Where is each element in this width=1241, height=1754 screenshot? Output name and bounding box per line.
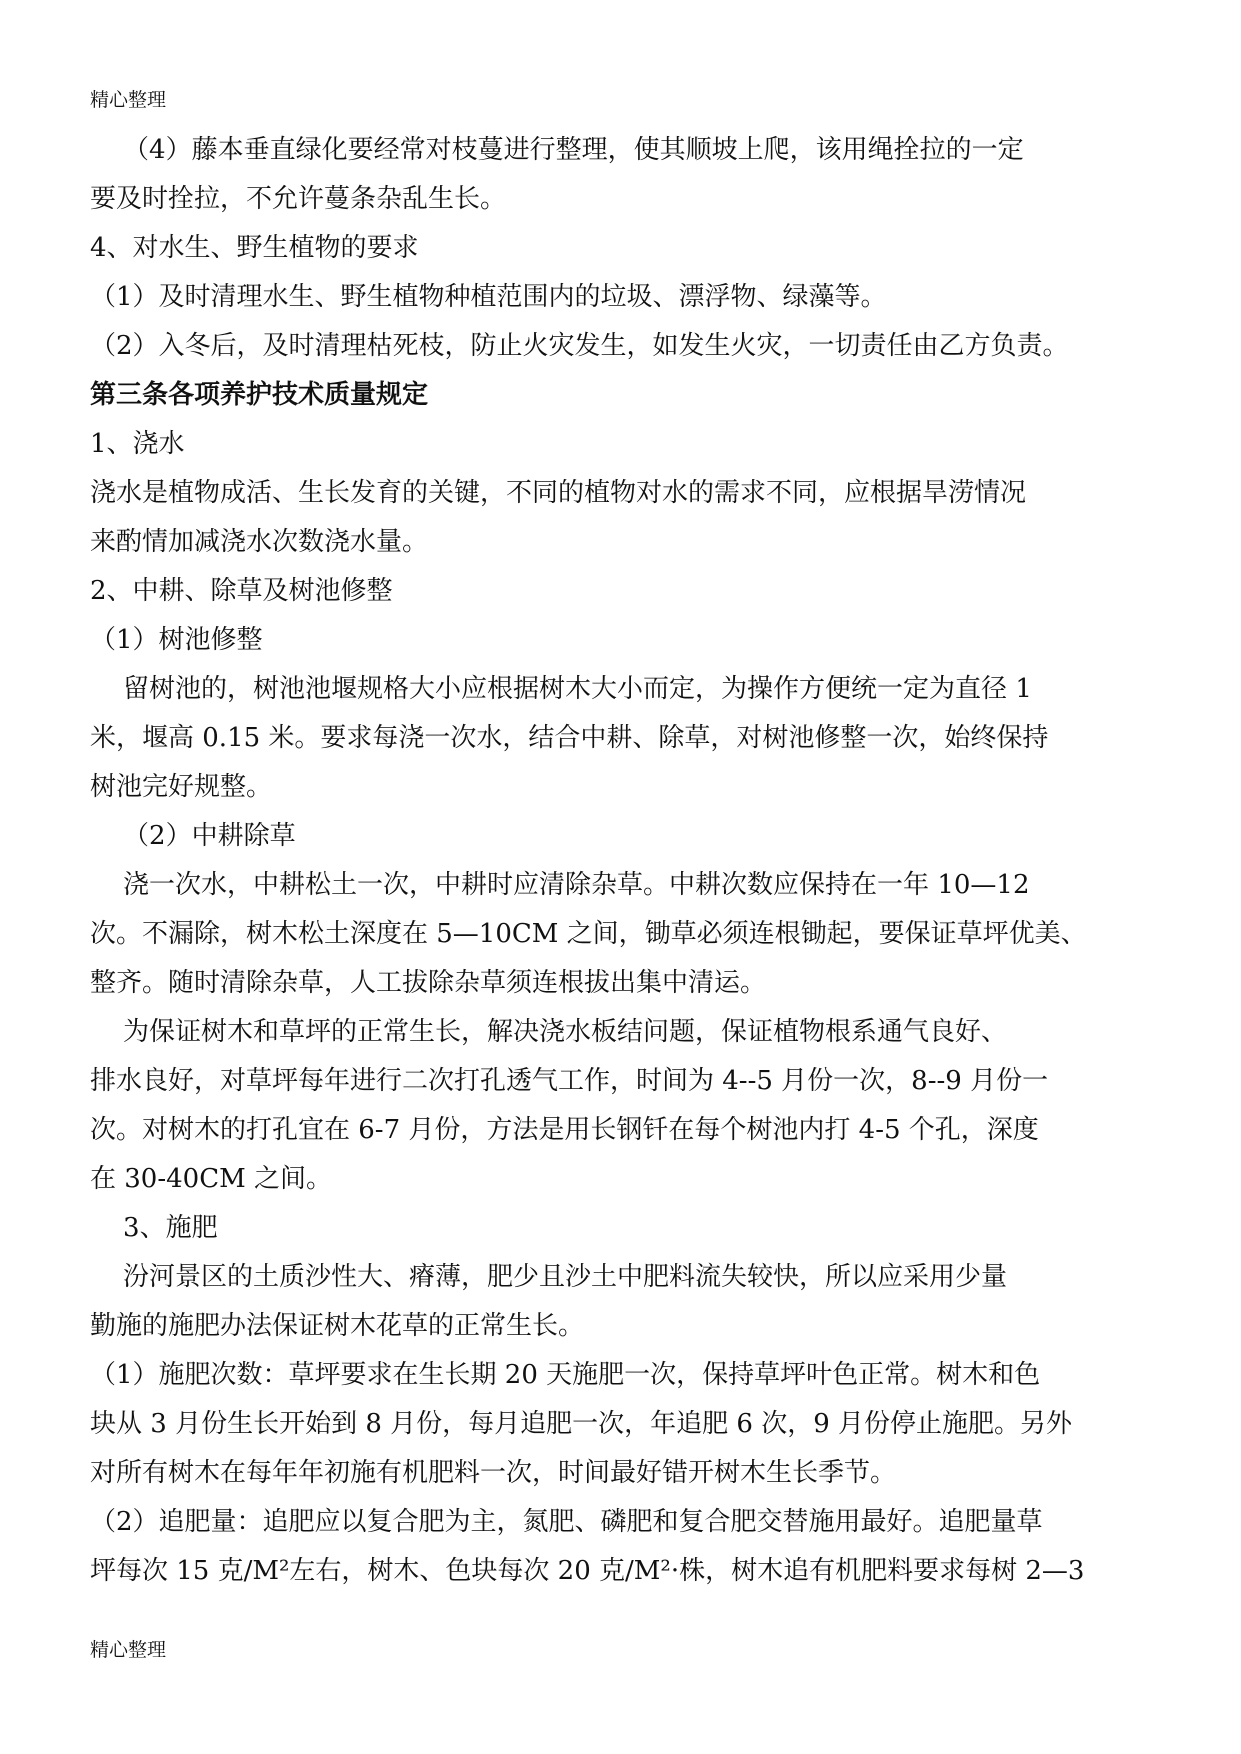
text-line: 在 30-40CM 之间。: [90, 1164, 332, 1194]
section-heading: 第三条各项养护技术质量规定: [90, 380, 429, 410]
text-line: 整齐。随时清除杂草，人工拔除杂草须连根拔出集中清运。: [90, 968, 767, 998]
text-line: 来酌情加减浇水次数浇水量。: [90, 527, 429, 557]
text-line: （2）中耕除草: [90, 821, 296, 851]
text-line: 次。不漏除，树木松土深度在 5—10CM 之间，锄草必须连根锄起，要保证草坪优美、: [90, 919, 1087, 949]
text-line: 为保证树木和草坪的正常生长，解决浇水板结问题，保证植物根系通气良好、: [90, 1017, 1008, 1047]
text-line: （1）树池修整: [90, 625, 263, 655]
text-line: 浇一次水，中耕松土一次，中耕时应清除杂草。中耕次数应保持在一年 10—12: [90, 870, 1030, 900]
text-line: 留树池的，树池池堰规格大小应根据树木大小而定，为操作方便统一定为直径 1: [90, 674, 1032, 704]
page-footer-note: 精心整理: [90, 1639, 167, 1661]
text-line: 树池完好规整。: [90, 772, 273, 802]
text-line: （4）藤本垂直绿化要经常对枝蔓进行整理，使其顺坡上爬，该用绳拴拉的一定: [90, 135, 1024, 165]
text-line: 勤施的施肥办法保证树木花草的正常生长。: [90, 1311, 585, 1341]
text-line: 坪每次 15 克/M²左右，树木、色块每次 20 克/M²·株，树木追有机肥料要求每树 2—3: [90, 1556, 1085, 1586]
text-line: 3、施肥: [90, 1213, 218, 1243]
text-line: 排水良好，对草坪每年进行二次打孔透气工作，时间为 4--5 月份一次，8--9 月份一: [90, 1066, 1049, 1096]
text-line: 2、中耕、除草及树池修整: [90, 576, 393, 606]
text-line: （1）及时清理水生、野生植物种植范围内的垃圾、漂浮物、绿藻等。: [90, 282, 887, 312]
text-line: （1）施肥次数：草坪要求在生长期 20 天施肥一次，保持草坪叶色正常。树木和色: [90, 1360, 1041, 1390]
page-header-note: 精心整理: [90, 89, 167, 111]
text-line: 对所有树木在每年年初施有机肥料一次，时间最好错开树木生长季节。: [90, 1458, 897, 1488]
document-body: [90, 126, 1152, 1596]
text-line: 要及时拴拉，不允许蔓条杂乱生长。: [90, 184, 507, 214]
text-line: 4、对水生、野生植物的要求: [90, 233, 419, 263]
text-line: 汾河景区的土质沙性大、瘠薄，肥少且沙土中肥料流失较快，所以应采用少量: [90, 1262, 1008, 1292]
text-line: 次。对树木的打孔宜在 6-7 月份，方法是用长钢钎在每个树池内打 4-5 个孔，深度: [90, 1115, 1039, 1145]
text-line: （2）追肥量：追肥应以复合肥为主，氮肥、磷肥和复合肥交替施用最好。追肥量草: [90, 1507, 1043, 1537]
text-line: 浇水是植物成活、生长发育的关键，不同的植物对水的需求不同，应根据旱涝情况: [90, 478, 1027, 508]
text-line: 块从 3 月份生长开始到 8 月份，每月追肥一次，年追肥 6 次，9 月份停止施肥。另外: [90, 1409, 1073, 1439]
text-line: （2）入冬后，及时清理枯死枝，防止火灾发生，如发生火灾，一切责任由乙方负责。: [90, 331, 1069, 361]
text-line: 米，堰高 0.15 米。要求每浇一次水，结合中耕、除草，对树池修整一次，始终保持: [90, 723, 1049, 753]
text-line: 1、浇水: [90, 429, 185, 459]
